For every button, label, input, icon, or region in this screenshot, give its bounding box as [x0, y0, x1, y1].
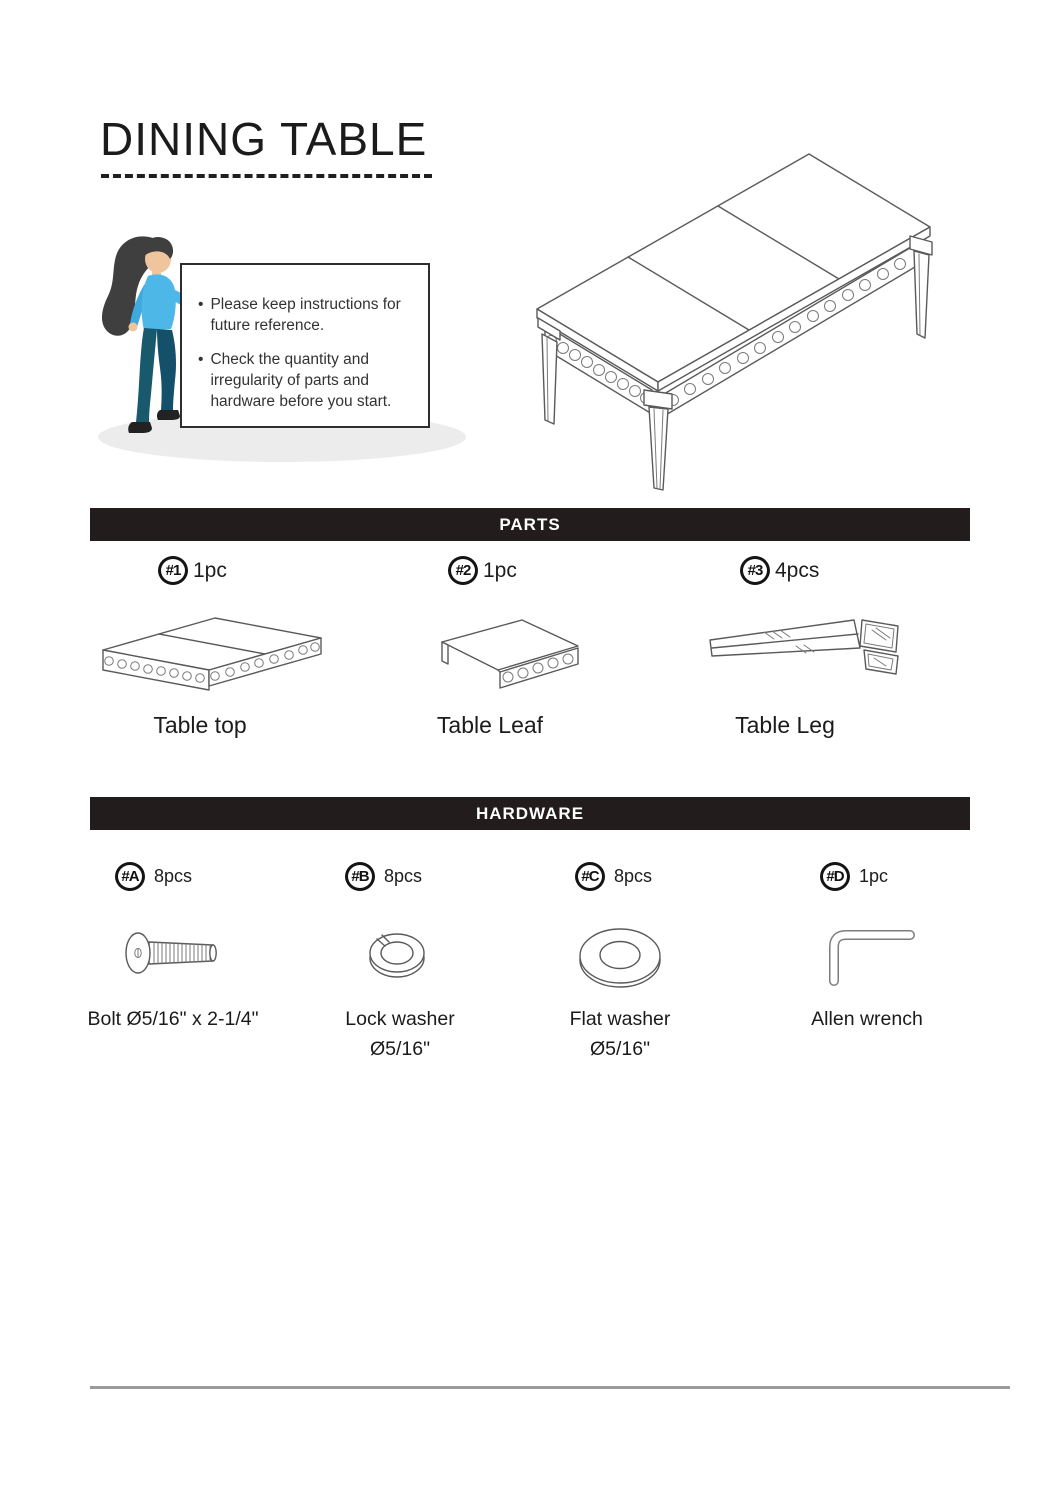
part-2-qty: 1pc	[483, 558, 517, 582]
hardware-c-name	[530, 1004, 710, 1064]
title-underline	[101, 174, 432, 178]
dining-table-line-art	[512, 132, 980, 494]
hardware-d-name	[772, 1004, 962, 1034]
hardware-c-name-line2: Ø5/16"	[589, 1038, 651, 1061]
part-2-label	[448, 556, 517, 585]
hardware-c-badge: #C	[575, 862, 605, 891]
hardware-a-name-line1: Bolt Ø5/16" x 2-1/4"	[87, 1008, 259, 1030]
part-3-qty: 4pcs	[775, 558, 820, 582]
part-1-name: Table top	[153, 712, 247, 738]
hardware-c-qty: 8pcs	[614, 866, 653, 886]
hardware-section-header	[90, 797, 970, 830]
hardware-d-qty: 1pc	[859, 866, 889, 886]
hardware-d-name-line1: Allen wrench	[811, 1008, 923, 1030]
hardware-b-badge: #B	[345, 862, 375, 891]
hardware-a-badge: #A	[115, 862, 145, 891]
part-2-name: Table Leaf	[436, 712, 544, 738]
table-leg-icon	[700, 612, 920, 684]
bullet-icon: •	[198, 296, 204, 313]
hardware-section-title: HARDWARE	[475, 803, 585, 823]
hardware-b-qty: 8pcs	[384, 866, 423, 886]
hardware-a-qty: 8pcs	[154, 866, 193, 886]
allen-wrench-icon	[820, 925, 916, 987]
page-title: DINING TABLE	[100, 113, 428, 165]
note-item	[198, 350, 416, 413]
part-3-label	[740, 556, 819, 585]
hardware-a-name	[78, 1004, 268, 1034]
part-2-badge: #2	[448, 556, 478, 585]
hardware-b-name-line2: Ø5/16"	[369, 1038, 431, 1061]
note-text: Please keep instructions for future reference.	[210, 296, 401, 334]
table-leaf-icon	[428, 612, 588, 694]
table-top-icon	[95, 612, 325, 692]
lock-washer-icon	[355, 922, 439, 988]
hardware-a-label	[115, 862, 192, 891]
parts-section-header	[90, 508, 970, 541]
hardware-c-label	[575, 862, 652, 891]
hardware-c-name-line1: Flat washer	[569, 1008, 671, 1030]
part-1-badge: #1	[158, 556, 188, 585]
bolt-icon	[118, 925, 228, 980]
part-1-label	[158, 556, 227, 585]
instruction-note-box	[180, 263, 430, 428]
note-text: Check the quantity and irregularity of parts and hardware before you start.	[210, 350, 392, 410]
bullet-icon: •	[198, 350, 204, 368]
hardware-b-label	[345, 862, 422, 891]
part-3-name: Table Leg	[735, 712, 835, 738]
hardware-d-badge: #D	[820, 862, 850, 891]
hardware-d-label	[820, 862, 888, 891]
note-item	[198, 295, 416, 337]
hardware-b-name-line1: Lock washer	[345, 1008, 455, 1030]
hardware-b-name	[310, 1004, 490, 1064]
parts-section-title: PARTS	[499, 514, 561, 534]
part-3-badge: #3	[740, 556, 770, 585]
flat-washer-icon	[565, 920, 675, 996]
footer-divider	[90, 1386, 1010, 1389]
part-1-qty: 1pc	[193, 558, 227, 582]
